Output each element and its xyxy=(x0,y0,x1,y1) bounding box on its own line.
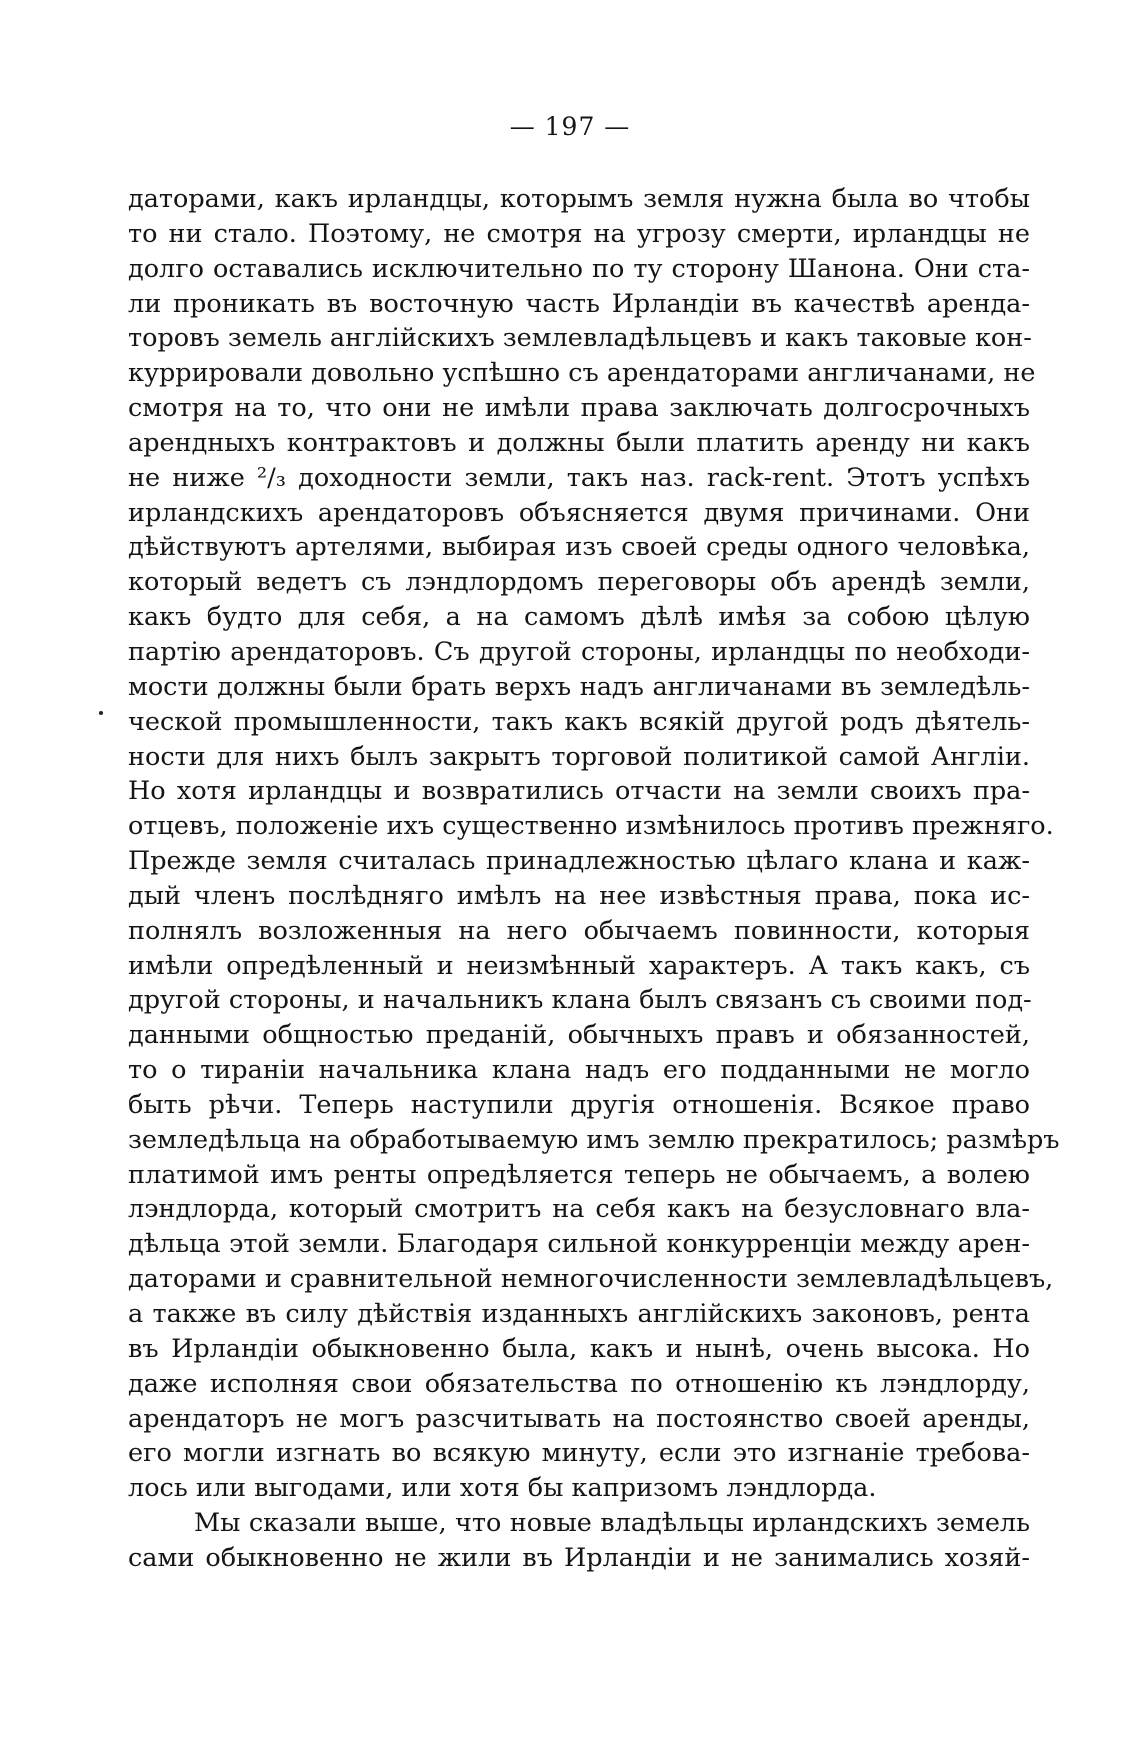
text-line: въ Ирландіи обыкновенно была, какъ и нынѣ, очень высока. Но xyxy=(128,1333,1030,1364)
text-line: ческой промышленности, такъ какъ всякій другой родъ дѣятель- xyxy=(128,706,1030,737)
body-text xyxy=(128,182,1060,1576)
text-line: даторами и сравнительной немногочисленности землевладѣльцевъ, xyxy=(128,1264,1054,1295)
text-line: отцевъ, положеніе ихъ существенно измѣнилось противъ прежняго. xyxy=(128,811,1054,842)
text-line: торовъ земель англійскихъ землевладѣльцевъ и какъ таковые кон- xyxy=(128,323,1032,354)
text-line: земледѣльца на обработываемую имъ землю прекратилось; размѣръ xyxy=(128,1124,1060,1155)
text-line: ирландскихъ арендаторовъ объясняется двумя причинами. Они xyxy=(128,497,1030,528)
text-line: Прежде земля считалась принадлежностью цѣлаго клана и каж- xyxy=(128,846,1030,877)
text-line: партію арендаторовъ. Съ другой стороны, ирландцы по необходи- xyxy=(128,636,1030,667)
text-line: даже исполняя свои обязательства по отношенію къ лэндлорду, xyxy=(128,1368,1030,1399)
text-line: арендаторъ не могъ разсчитывать на постоянство своей аренды, xyxy=(128,1403,1030,1434)
text-line: ности для нихъ былъ закрытъ торговой политикой самой Англіи. xyxy=(128,741,1030,772)
text-line: арендныхъ контрактовъ и должны были платить аренду ни какъ xyxy=(128,427,1030,458)
text-line: имѣли опредѣленный и неизмѣнный характеръ. А такъ какъ, съ xyxy=(128,950,1030,981)
text-line: сами обыкновенно не жили въ Ирландіи и не занимались хозяй- xyxy=(128,1542,1030,1573)
text-line: полнялъ возложенныя на него обычаемъ повинности, которыя xyxy=(128,915,1030,946)
text-line: дый членъ послѣдняго имѣлъ на нее извѣстныя права, пока ис- xyxy=(128,880,1030,911)
text-line: его могли изгнать во всякую минуту, если это изгнаніе требова- xyxy=(128,1438,1030,1469)
text-line: смотря на то, что они не имѣли права заключать долгосрочныхъ xyxy=(128,393,1030,424)
text-line-paragraph-end: лось или выгодами, или хотя бы капризомъ лэндлорда. xyxy=(128,1473,877,1504)
text-line: данными общностью преданій, обычныхъ правъ и обязанностей, xyxy=(128,1020,1030,1051)
text-line: дѣльца этой земли. Благодаря сильной конкурренціи между арен- xyxy=(128,1229,1030,1260)
text-line: то ни стало. Поэтому, не смотря на угрозу смерти, ирландцы не xyxy=(128,218,1030,249)
text-line: даторами, какъ ирландцы, которымъ земля нужна была во чтобы xyxy=(128,184,1030,214)
text-line: быть рѣчи. Теперь наступили другія отношенія. Всякое право xyxy=(128,1089,1030,1120)
text-line: другой стороны, и начальникъ клана былъ связанъ съ своими под- xyxy=(128,985,1032,1016)
text-line: платимой имъ ренты опредѣляется теперь не обычаемъ, а волею xyxy=(128,1159,1030,1190)
text-line: лэндлорда, который смотритъ на себя какъ на безусловнаго вла- xyxy=(128,1194,1030,1225)
text-line: ли проникать въ восточную часть Ирландіи въ качествѣ аренда- xyxy=(128,288,1030,319)
text-line: какъ будто для себя, а на самомъ дѣлѣ имѣя за собою цѣлую xyxy=(128,602,1030,633)
text-line: который ведетъ съ лэндлордомъ переговоры объ арендѣ земли, xyxy=(128,567,1030,598)
page-number: — 197 — xyxy=(509,112,631,141)
text-line: долго оставались исключительно по ту сторону Шанона. Они ста- xyxy=(128,253,1030,284)
text-line: мости должны были брать верхъ надъ англичанами въ земледѣль- xyxy=(128,671,1030,702)
text-line-paragraph-start: Мы сказали выше, что новые владѣльцы ирландскихъ земель xyxy=(194,1508,1030,1539)
text-line: то о тираніи начальника клана надъ его подданными не могло xyxy=(128,1055,1030,1086)
text-line: а также въ силу дѣйствія изданныхъ англійскихъ законовъ, рента xyxy=(128,1299,1030,1329)
text-line: дѣйствуютъ артелями, выбирая изъ своей среды одного человѣка, xyxy=(128,532,1030,563)
text-line: Но хотя ирландцы и возвратились отчасти на земли своихъ пра- xyxy=(128,776,1030,807)
text-line: куррировали довольно успѣшно съ арендаторами англичанами, не xyxy=(128,358,1036,389)
text-line: не ниже ²/₃ доходности земли, такъ наз. rack-rent. Этотъ успѣхъ xyxy=(128,462,1030,493)
margin-mark xyxy=(99,711,103,715)
